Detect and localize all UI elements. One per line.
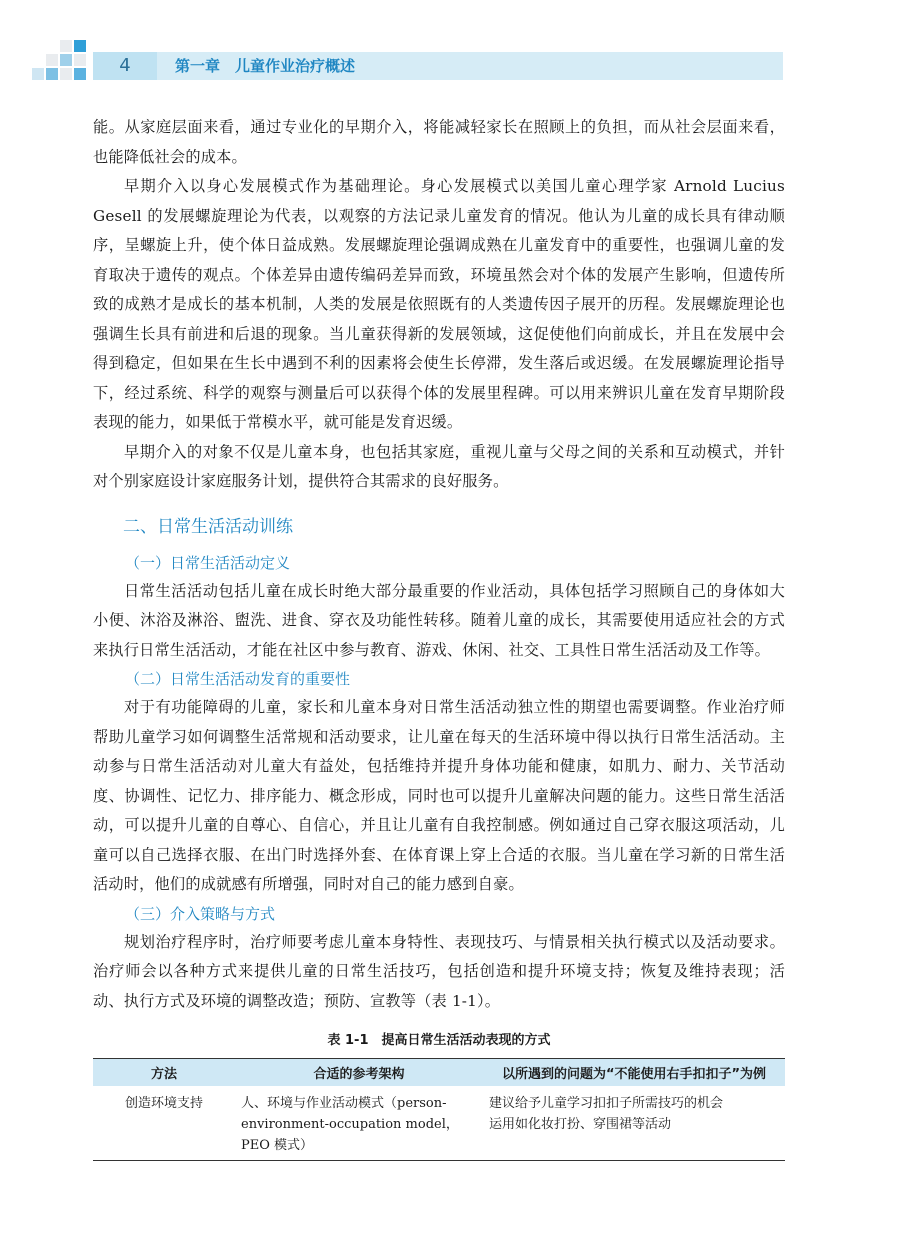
column-header: 以所遇到的问题为“不能使用右手扣扣子”为例 bbox=[483, 1059, 785, 1087]
page-content bbox=[93, 113, 785, 1161]
table-caption: 表 1-1 提高日常生活活动表现的方式 bbox=[327, 1033, 551, 1048]
decor-square bbox=[46, 54, 58, 66]
page-number: 4 bbox=[93, 52, 157, 80]
table-header-row bbox=[93, 1059, 785, 1087]
subsection-heading: （三）介入策略与方式 bbox=[125, 904, 276, 923]
column-header: 合适的参考架构 bbox=[235, 1059, 483, 1087]
decor-square bbox=[74, 54, 86, 66]
paragraph: 能。从家庭层面来看，通过专业化的早期介入，将能减轻家长在照顾上的负担，而从社会层面来看，也能降低社会的成本。 bbox=[93, 118, 785, 166]
table-cell: 创造环境支持 bbox=[124, 1096, 203, 1111]
chapter-title: 第一章 儿童作业治疗概述 bbox=[175, 57, 356, 75]
decor-square bbox=[60, 68, 72, 80]
subsection-heading: （一）日常生活活动定义 bbox=[125, 553, 291, 572]
decor-square bbox=[32, 68, 44, 80]
decor-square bbox=[60, 54, 72, 66]
decor-square bbox=[74, 68, 86, 80]
decor-square bbox=[60, 40, 72, 52]
paragraph: 规划治疗程序时，治疗师要考虑儿童本身特性、表现技巧、与情景相关执行模式以及活动要求。治疗师会以各种方式来提供儿童的日常生活技巧，包括创造和提升环境支持；恢复及维持表现；活动、执行方式及环境的调整改造；预防、宣教等（表 1-1）。 bbox=[93, 932, 785, 1010]
decor-square bbox=[46, 68, 58, 80]
paragraph: 早期介入以身心发展模式作为基础理论。身心发展模式以美国儿童心理学家 Arnold Lucius Gesell 的发展螺旋理论为代表，以观察的方法记录儿童发育的情况。他认为儿童的成长具有律动顺序，呈螺旋上升，使个体日益成熟。发展螺旋理论强调成熟在儿童发育中的重要性，也强调儿童的发育取决于遗传的观点。个体差异由遗传编码差异而致，环境虽然会对个体的发展产生影响，但遗传所致的成熟才是成长的基本机制，人类的发展是依照既有的人类遗传因子展开的历程。发展螺旋理论也强调生长具有前进和后退的现象。当儿童获得新的发展领域，这促使他们向前成长，并且在发展中会得到稳定，但如果在生长中遇到不利的因素将会使生长停滞，发生落后或迟缓。在发展螺旋理论指导下，经过系统、科学的观察与测量后可以获得个体的发展里程碑。可以用来辨识儿童在发育早期阶段表现的能力，如果低于常模水平，就可能是发育迟缓。 bbox=[93, 177, 785, 431]
methods-table bbox=[93, 1058, 785, 1161]
decor-square bbox=[74, 40, 86, 52]
section-heading: 二、日常生活活动训练 bbox=[123, 516, 293, 537]
paragraph: 日常生活活动包括儿童在成长时绝大部分最重要的作业活动，具体包括学习照顾自己的身体如大小便、沐浴及淋浴、盥洗、进食、穿衣及功能性转移。随着儿童的成长，其需要使用适应社会的方式来执行日常生活活动，才能在社区中参与教育、游戏、休闲、社交、工具性日常生活活动及工作等。 bbox=[93, 581, 785, 659]
table-cell: 人、环境与作业活动模式（person-environment-occupation model，PEO 模式） bbox=[241, 1096, 459, 1153]
subsection-heading: （二）日常生活活动发育的重要性 bbox=[125, 670, 351, 688]
table-cell: 建议给予儿童学习扣扣子所需技巧的机会 运用如化妆打扮、穿围裙等活动 bbox=[489, 1096, 724, 1132]
column-header: 方法 bbox=[93, 1059, 235, 1087]
paragraph: 早期介入的对象不仅是儿童本身，也包括其家庭，重视儿童与父母之间的关系和互动模式，并针对个别家庭设计家庭服务计划，提供符合其需求的良好服务。 bbox=[93, 442, 785, 490]
paragraph: 对于有功能障碍的儿童，家长和儿童本身对日常生活活动独立性的期望也需要调整。作业治疗师帮助儿童学习如何调整生活常规和活动要求，让儿童在每天的生活环境中得以执行日常生活活动。主动参与日常生活活动对儿童大有益处，包括维持并提升身体功能和健康，如肌力、耐力、关节活动度、协调性、记忆力、排序能力、概念形成，同时也可以提升儿童解决问题的能力。这些日常生活活动，可以提升儿童的自尊心、自信心，并且让儿童有自我控制感。例如通过自己穿衣服这项活动，儿童可以自己选择衣服、在出门时选择外套、在体育课上穿上合适的衣服。当儿童在学习新的日常生活活动时，他们的成就感有所增强，同时对自己的能力感到自豪。 bbox=[93, 698, 785, 893]
table-row bbox=[93, 1086, 785, 1161]
